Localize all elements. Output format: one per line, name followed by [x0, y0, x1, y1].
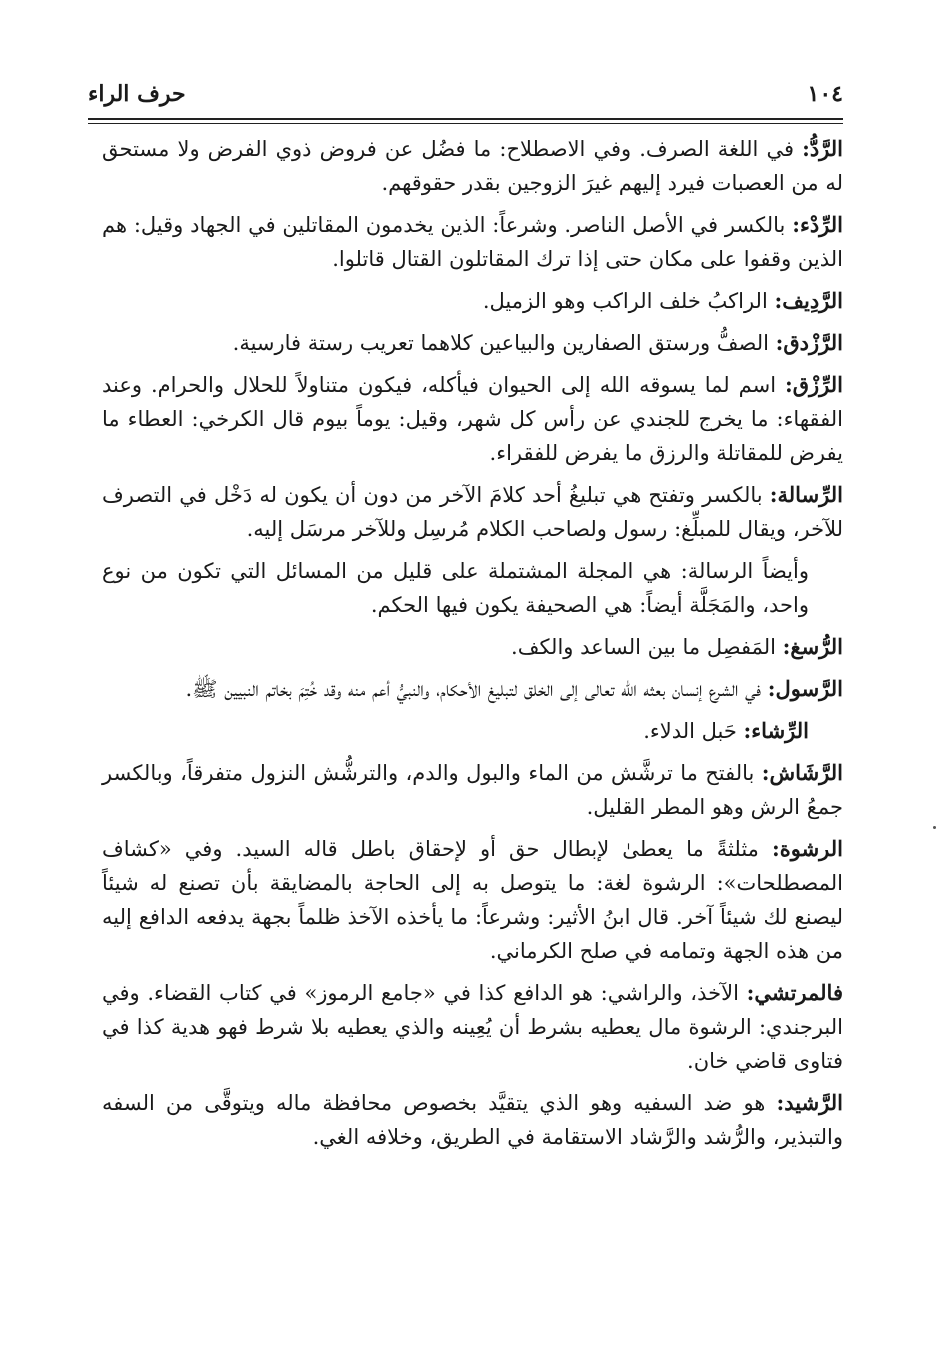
entry-term: الرَّدُّ: [802, 136, 843, 161]
entry-text: بالفتح ما ترشَّش من الماء والبول والدم، والترشُّش النزول متفرقاً، وبالكسر جمعُ الرش وهو المطر القليل. [102, 761, 843, 820]
entry-text: بالكسر في الأصل الناصر. وشرعاً: الذين يخدمون المقاتلين في الجهاد وقيل: هم الذين وقفوا على مكان حتى إذا ترك المقاتلون القتال قاتلوا. [102, 213, 843, 272]
entry-murtashi [102, 976, 843, 1078]
entry-term: الرَّشيد: [776, 1090, 843, 1116]
entry-rashash [102, 756, 843, 824]
entry-term: الرِّسالة: [769, 482, 843, 508]
entry-rishwa [102, 832, 843, 968]
entry-rusgh [102, 630, 843, 664]
page-number: ١٠٤ [807, 81, 843, 107]
entry-text: الراكبُ خلف الراكب وهو الزميل. [482, 289, 775, 314]
entry-risala-continued [102, 554, 843, 622]
entry-rid [102, 208, 843, 276]
entry-term: الرَّسول: [767, 676, 843, 702]
entry-text: اسم لما يسوقه الله إلى الحيوان فيأكله، فيكون متناولاً للحلال والحرام. وعند الفقهاء: ما يخرج للجندي عن رأس كل شهر، وقيل: يوماً بيوم قال الكرخي: العطاء ما يفرض للمقاتلة والرزق ما يفرض للفقراء. [102, 373, 843, 466]
entry-text: في الشرع إنسان بعثه الله تعالى إلى الخلق لتبليغ الأحكام، والنبيُّ أعم منه وقد خُتِمَ بخاتم النبيين ﷺ. [185, 677, 768, 702]
entry-text: حَبل الدلاء. [643, 719, 744, 744]
entry-text: المَفصِل ما بين الساعد والكف. [511, 635, 783, 660]
entry-text: هو ضد السفيه وهو الذي يتقيَّد بخصوص محافظة ماله ويتوقَّى من السفه والتبذير، والرُّشد والرَّشاد الاستقامة في الطريق، وخلافه الغي. [102, 1091, 843, 1150]
entry-term: الرَّدِيف: [774, 288, 843, 314]
entry-text: الصفُّ ورستق الصفارين والبياعين كلاهما تعريب رستة فارسية. [232, 331, 776, 356]
entry-term: الرشوة: [771, 836, 843, 862]
dictionary-entries [102, 132, 843, 1162]
entry-text: الآخذ، والراشي: هو الدافع كذا في «جامع الرموز» في كتاب القضاء. وفي البرجندي: الرشوة مال يعطيه بشرط أن يُعِينه والذي يعطيه بلا شرط فهو هدية كذا في فتاوى قاضي خان. [102, 981, 843, 1074]
header-rule [88, 118, 843, 124]
entry-rasul [102, 672, 843, 706]
entry-term: الرِّدْء: [792, 212, 843, 238]
entry-rashid [102, 1086, 843, 1154]
entry-term: الرِّشاء: [743, 718, 809, 744]
entry-text: وأيضاً الرسالة: هي المجلة المشتملة على قليل من المسائل التي تكون من نوع واحد، والمَجَلَّة أيضاً: هي الصحيفة يكون فيها الحكم. [102, 559, 809, 618]
scan-speck [933, 826, 936, 829]
entry-term: الرَّزْدق: [775, 330, 843, 356]
entry-razdaq [102, 326, 843, 360]
entry-text: مثلثةً ما يعطىٰ لإبطال حق أو لإحقاق باطل قاله السيد. وفي «كشاف المصطلحات»: الرشوة لغة: ما يتوصل به إلى الحاجة بالمضايقة بأن تصنع له شيئاً ليصنع لك شيئاً آخر. قال ابنُ الأثير: وشرعاً: ما يأخذه الآخذ ظلماً بجهة يدفعه الدافع إليه من هذه الجهة وتمامه في صلح الكرماني. [102, 837, 843, 964]
entry-term: الرَّشَاش: [761, 760, 843, 786]
entry-radif [102, 284, 843, 318]
page-header [88, 76, 843, 112]
entry-term: فالمرتشي: [746, 980, 843, 1006]
section-title: حرف الراء [88, 81, 186, 107]
entry-rizq [102, 368, 843, 470]
entry-term: الرُّسغ: [782, 634, 843, 660]
entry-risha [102, 714, 843, 748]
entry-risala [102, 478, 843, 546]
entry-text: بالكسر وتفتح هي تبليغُ أحد كلامَ الآخر من دون أن يكون له دَخْل في التصرف للآخر، ويقال للمبلِّغ: رسول ولصاحب الكلام مُرسِل وللآخر مرسَل إليه. [102, 483, 843, 542]
entry-radd [102, 132, 843, 200]
entry-term: الرِّزْق: [784, 372, 843, 398]
entry-text: في اللغة الصرف. وفي الاصطلاح: ما فضُل عن فروض ذوي الفرض ولا مستحق له من العصبات فيرد إليهم غيرَ الزوجين بقدر حقوقهم. [102, 137, 843, 196]
